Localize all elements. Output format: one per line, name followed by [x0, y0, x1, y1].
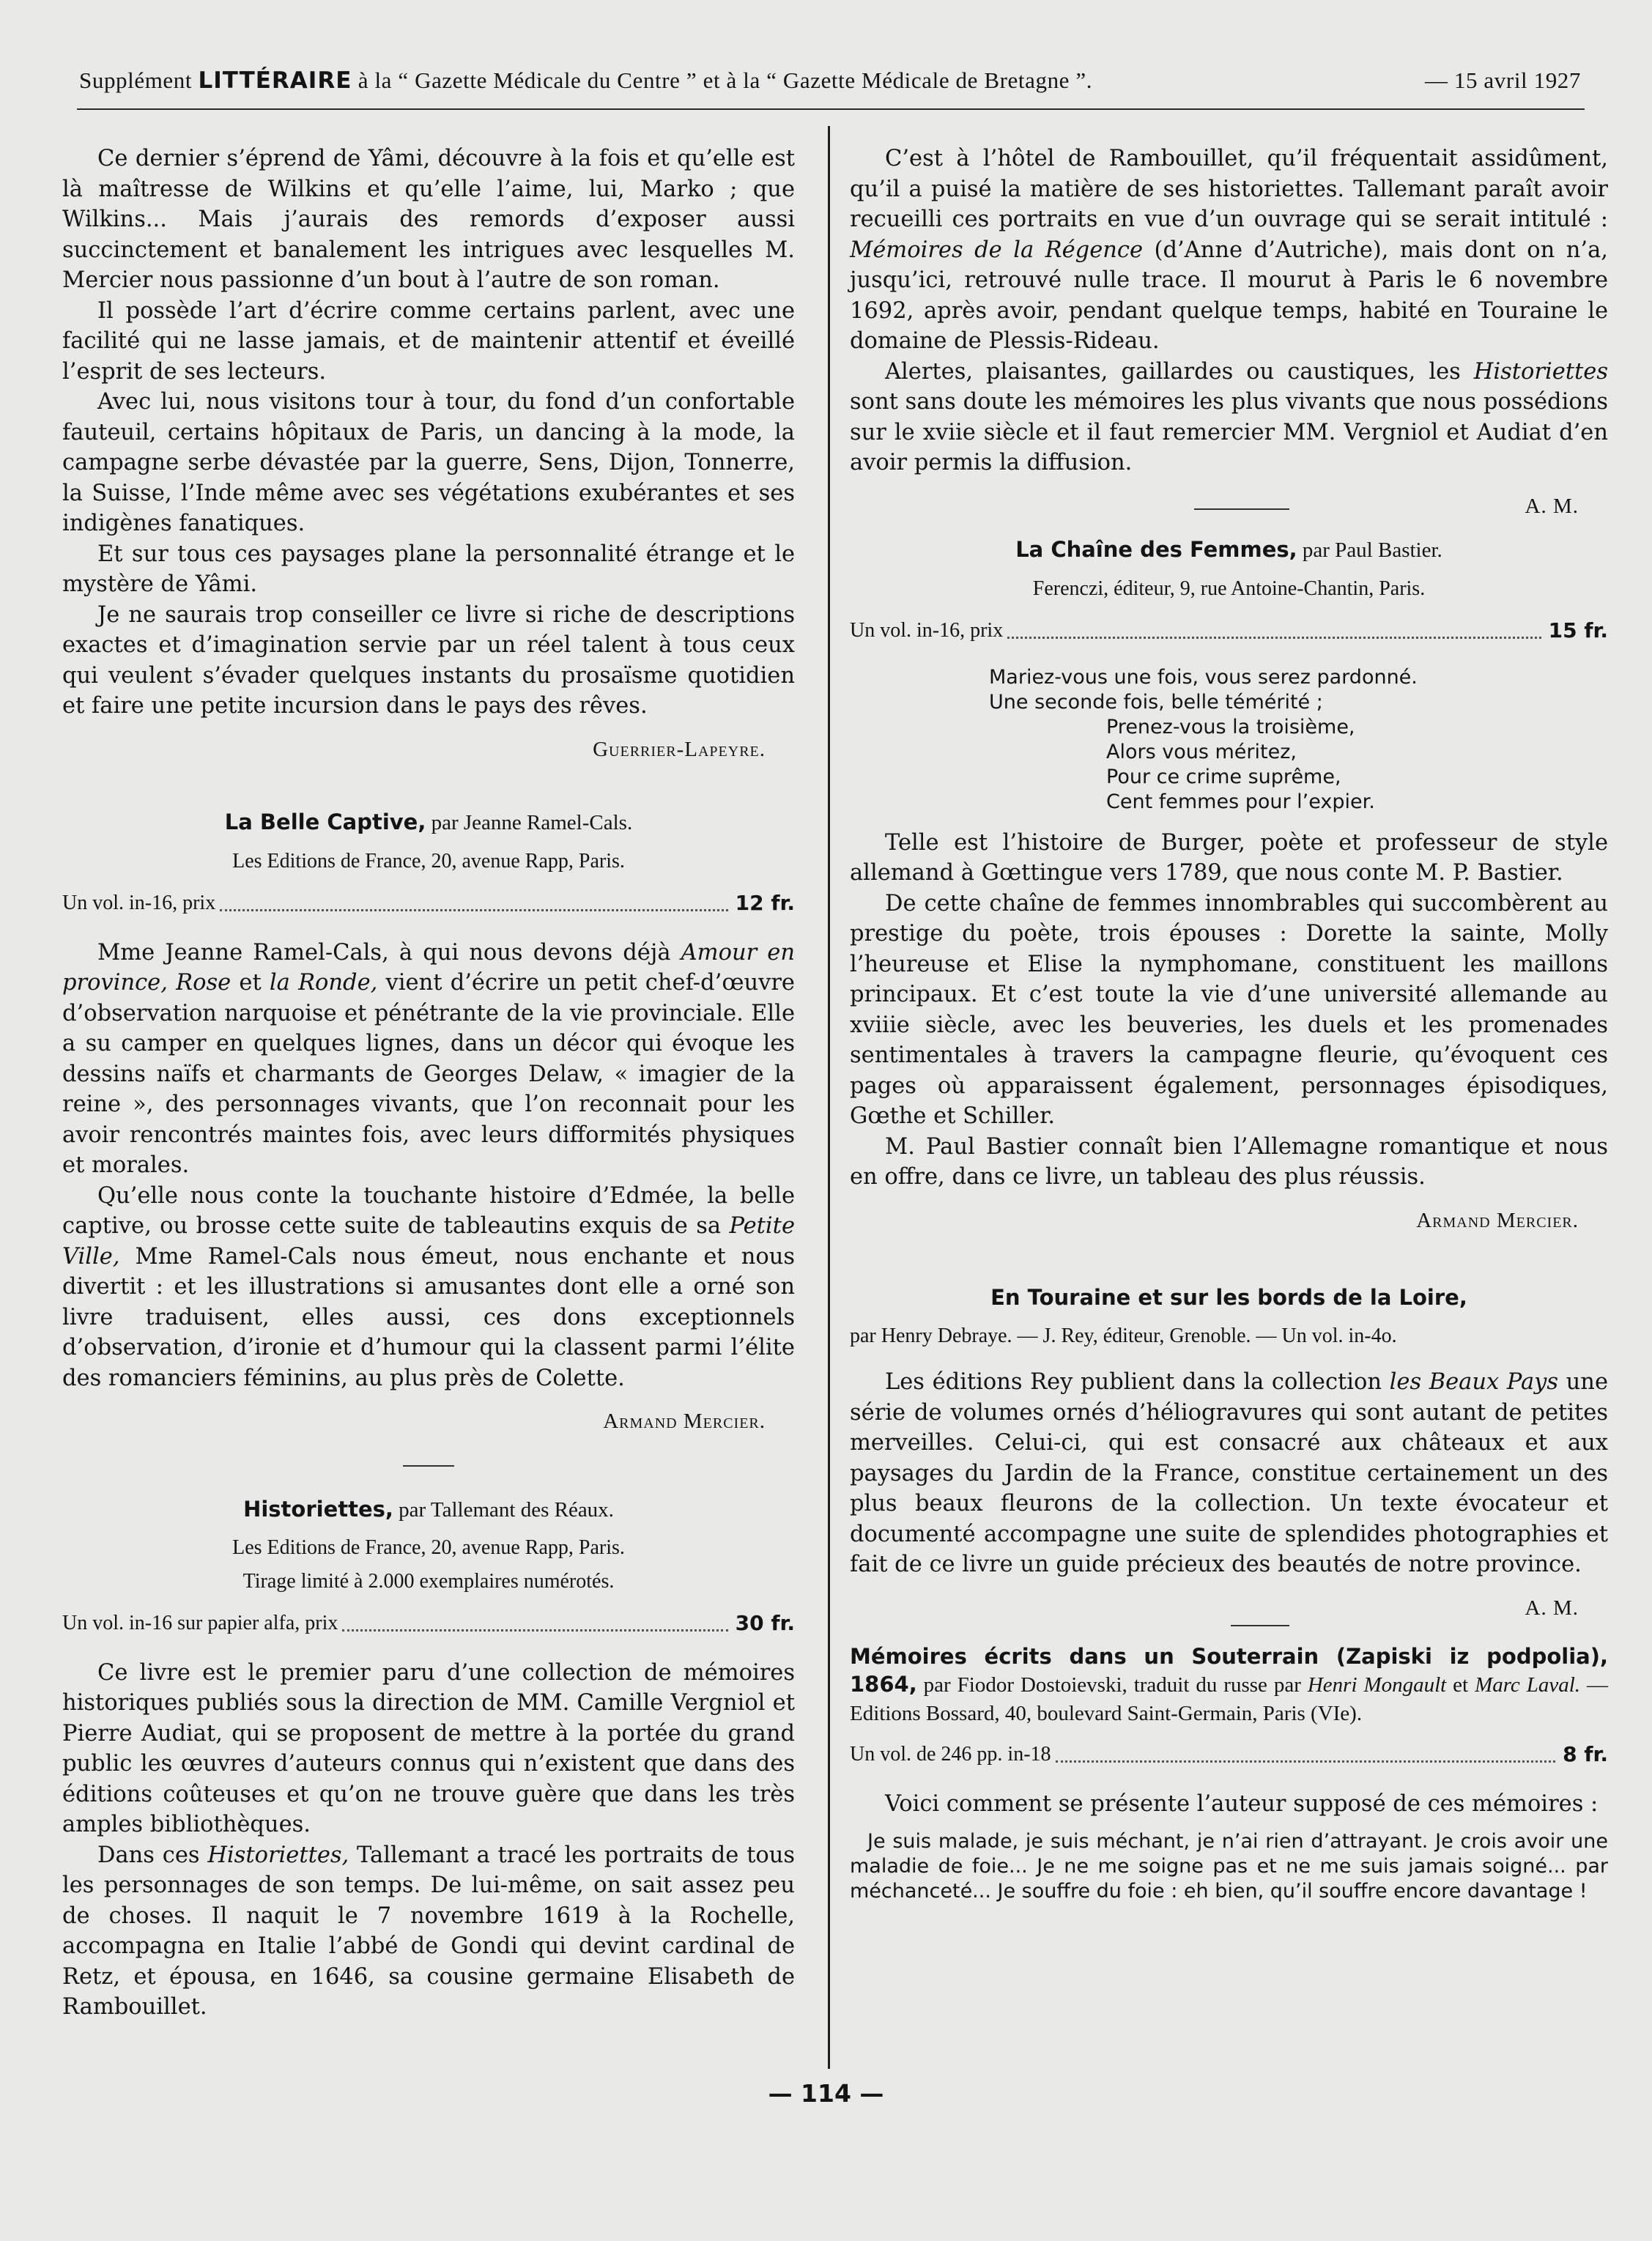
paragraph: C’est à l’hôtel de Rambouillet, qu’il fréquentait assidûment, qu’il a puisé la matière de ses historiettes. Tallemant paraît avoir recueilli ces portraits en vue d’un ouvrage qui se serait intitulé : Mémoires de la Régence (d’Anne d’Autriche), mais dont on n’a, jusqu’ici, retrouvé nulle trace. Il mourut à Paris le 6 novembre 1692, après avoir, pendant quelque temps, habité en Touraine le domaine de Plessis-Rideau.	[850, 146, 1608, 354]
paragraph: Je ne saurais trop conseiller ce livre si riche de descriptions exactes et d’imagination servie par un réel talent à tous ceux qui veulent s’évader quelques instants du prosaïsme quotidien et faire une petite incursion dans le pays des rêves.	[62, 601, 795, 719]
section-separator	[1194, 508, 1289, 510]
signature: A. M.	[1525, 1596, 1579, 1620]
review-title: La Belle Captive, par Jeanne Ramel-Cals.	[224, 810, 633, 834]
paragraph: Ce dernier s’éprend de Yâmi, découvre à la fois et qu’elle est là maîtresse de Wilkins et qu’elle l’aime, lui, Marko ; que Wilkins... Mais j’aurais des remords d’exposer aussi succinctement et banalement les intrigues avec lesquelles M. Mercier nous passionne d’un bout à l’autre de son roman.	[62, 146, 795, 293]
paragraph: Il possède l’art d’écrire comme certains parlent, avec une facilité qui ne lasse jamais, et de maintenir attentif et éveillé l’esprit de ses lecteurs.	[62, 297, 795, 385]
section-separator	[1231, 1625, 1289, 1626]
left-column	[62, 144, 795, 2023]
review-title: La Chaîne des Femmes, par Paul Bastier.	[1015, 537, 1442, 562]
signature: Armand Mercier.	[603, 1410, 766, 1433]
header-journals: à la “ Gazette Médicale du Centre ” et à la “ Gazette Médicale de Bretagne ”.	[352, 67, 1093, 93]
price-line: Un vol. in-16, prix 15 fr.	[850, 615, 1608, 646]
column-divider	[828, 126, 830, 2069]
paragraph: Ce livre est le premier paru d’une collection de mémoires historiques publiés sous la direction de MM. Camille Vergniol et Pierre Audiat, qui se proposent de mettre à la portée du grand public les œuvres d’auteurs connus qui n’existent que dans des éditions coûteuses et qu’on ne trouve guère que dans les très amples bibliothèques.	[62, 1659, 795, 1837]
review-publisher: Les Editions de France, 20, avenue Rapp, Paris.	[232, 1536, 625, 1559]
review-publisher: Ferenczi, éditeur, 9, rue Antoine-Chantin, Paris.	[1032, 577, 1426, 600]
signature: A. M.	[1525, 494, 1579, 518]
excerpt-quote: Je suis malade, je suis méchant, je n’ai rien d’attrayant. Je crois avoir une maladie de foie... Je ne me soigne pas et ne me suis jamais soigné... par méchanceté... Je souffre du foie : eh bien, qu’il souffre encore davantage !	[850, 1830, 1608, 1903]
right-column	[850, 144, 1608, 1904]
header-rule	[77, 108, 1585, 110]
paragraph: Alertes, plaisantes, gaillardes ou caustiques, les Historiettes sont sans doute les mémoires les plus vivants que nous possédions sur le xviie siècle et il faut remercier MM. Vergniol et Audiat d’en avoir permis la diffusion.	[850, 358, 1608, 475]
review-title: En Touraine et sur les bords de la Loire,	[990, 1285, 1467, 1310]
review-title: Mémoires écrits dans un Souterrain (Zapiski iz podpolia), 1864, par Fiodor Dostoievski, traduit du russe par Henri Mongault et Marc Laval. — Editions Bossard, 40, boulevard Saint-Germain, Paris (VIe).	[850, 1644, 1609, 1725]
review-tirage: Tirage limité à 2.000 exemplaires numérotés.	[242, 1569, 615, 1593]
price-line: Un vol. de 246 pp. in-18 8 fr.	[850, 1739, 1608, 1770]
page-number: — 114 —	[768, 2079, 884, 2108]
signature: Armand Mercier.	[1416, 1208, 1579, 1232]
price-line: Un vol. in-16, prix 12 fr.	[62, 888, 795, 919]
signature: Guerrier-Lapeyre.	[593, 737, 766, 761]
paragraph: Voici comment se présente l’auteur supposé de ces mémoires :	[885, 1790, 1599, 1817]
price-line: Un vol. in-16 sur papier alfa, prix 30 fr.	[62, 1608, 795, 1639]
paragraph: Et sur tous ces paysages plane la personnalité étrange et le mystère de Yâmi.	[62, 541, 795, 597]
header-supplement-title: LITTÉRAIRE	[198, 67, 352, 94]
review-title: Historiettes, par Tallemant des Réaux.	[243, 1496, 614, 1522]
review-publisher: par Henry Debraye. — J. Rey, éditeur, Grenoble. — Un vol. in-4o.	[850, 1324, 1397, 1347]
paragraph: Mme Jeanne Ramel-Cals, à qui nous devons déjà Amour en province, Rose et la Ronde, vient d’écrire un petit chef-d’œuvre d’observation narquoise et pénétrante de la vie provinciale. Elle a su camper en quelques lignes, dans un décor qui évoque les dessins naïfs et charmants de Georges Delaw, « imagier de la reine », des personnages vivants, que l’on reconnait pour les avoir rencontrés maintes fois, avec leurs difformités physiques et morales.	[62, 939, 795, 1178]
paragraph: De cette chaîne de femmes innombrables qui succombèrent au prestige du poète, trois épouses : Dorette la sainte, Molly l’heureuse et Elise la nymphomane, constituent les maillons principaux. Et c’est toute la vie d’une université allemande au xviiie siècle, avec les beuveries, les duels et les promenades sentimentales à travers la campagne fleurie, qu’évoquent ces pages où apparaissent également, personnages épisodiques, Gœthe et Schiller.	[850, 890, 1608, 1129]
poem-quote: Mariez-vous une fois, vous serez pardonné. Une seconde fois, belle témérité ; Prenez-vous la troisième, Alors vous méritez, Pour ce crime suprême, Cent femmes pour l’expier.	[989, 665, 1418, 813]
review-publisher: Les Editions de France, 20, avenue Rapp, Paris.	[232, 849, 625, 873]
paragraph: Telle est l’histoire de Burger, poète et professeur de style allemand à Gœttingue vers 1789, que nous conte M. P. Bastier.	[850, 829, 1608, 886]
paragraph: M. Paul Bastier connaît bien l’Allemagne romantique et nous en offre, dans ce livre, un tableau des plus réussis.	[850, 1133, 1608, 1190]
paragraph: Dans ces Historiettes, Tallemant a tracé les portraits de tous les personnages de son temps. De lui-même, on sait assez peu de choses. Il naquit le 7 novembre 1619 à la Rochelle, accompagna en Italie l’abbé de Gondi qui devint cardinal de Retz, et épousa, en 1646, sa cousine germaine Elisabeth de Rambouillet.	[62, 1842, 795, 2020]
section-separator	[403, 1465, 454, 1467]
header-date: — 15 avril 1927	[1424, 67, 1581, 93]
paragraph: Qu’elle nous conte la touchante histoire d’Edmée, la belle captive, ou brosse cette suite de tableautins exquis de sa Petite Ville, Mme Ramel-Cals nous émeut, nous enchante et nous divertit : et les illustrations si amusantes dont elle a orné son livre traduisent, elles aussi, ces dons exceptionnels d’observation, d’ironie et d’humour qui la classent parmi l’élite des romanciers féminins, au plus près de Colette.	[62, 1182, 795, 1391]
header-prefix: Supplément	[79, 67, 193, 93]
paragraph: Avec lui, nous visitons tour à tour, du fond d’un confortable fauteuil, certains hôpitaux de Paris, un dancing à la mode, la campagne serbe dévastée par la guerre, Sens, Dijon, Tonnerre, la Suisse, l’Inde même avec ses végétations exubérantes et ses indigènes fanatiques.	[62, 389, 795, 536]
paragraph: Les éditions Rey publient dans la collection les Beaux Pays une série de volumes ornés d’héliogravures qui sont autant de petites merveilles. Celui-ci, qui est consacré aux châteaux et aux paysages du Jardin de la France, constitue certainement un des plus beaux fleurons de la collection. Un texte évocateur et documenté accompagne une suite de splendides photographies et fait de ce livre un guide précieux des beautés de notre province.	[850, 1369, 1608, 1577]
page-header	[79, 67, 1581, 94]
